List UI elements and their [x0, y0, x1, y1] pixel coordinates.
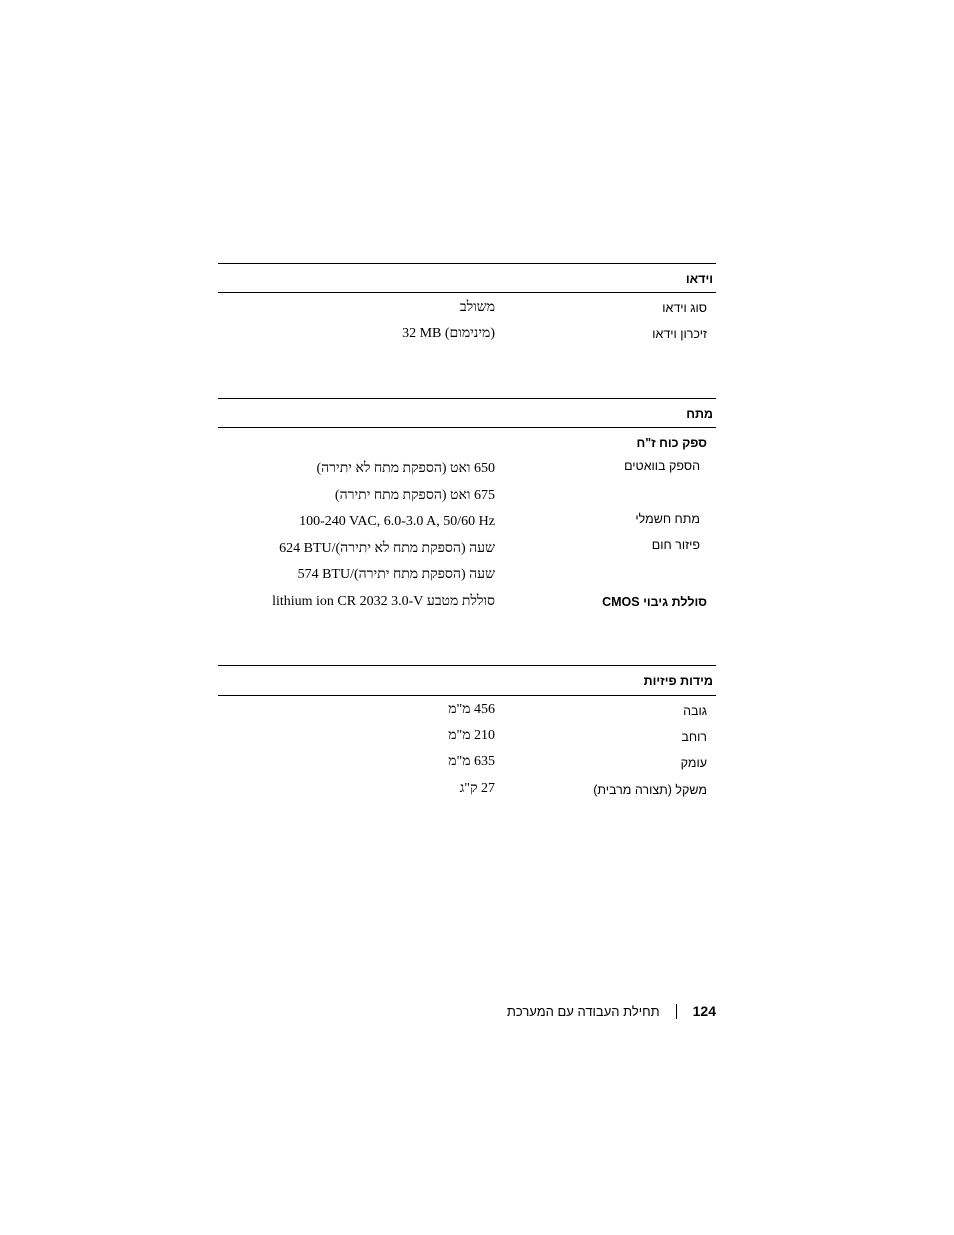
section-header-rule [218, 427, 716, 428]
width-label: רוחב [681, 730, 707, 744]
wattage-value-nonredundant: 650 ואט (הספקת מתח לא יתירה) [316, 461, 495, 476]
depth-label: עומק [680, 756, 707, 770]
footer-divider [676, 1004, 677, 1019]
depth-value: 635 מ"מ [448, 754, 495, 769]
heat-value-nonredundant: 624 BTU/שעה (הספקת מתח לא יתירה) [279, 541, 495, 556]
video-type-label: סוג וידאו [662, 301, 707, 315]
physical-section-title: מידות פיזיות [643, 674, 713, 688]
heat-dissipation-label: פיזור חום [651, 538, 700, 552]
section-top-rule [218, 665, 716, 666]
section-header-rule [218, 292, 716, 293]
video-memory-label: זיכרון וידאו [652, 327, 707, 341]
weight-value: 27 ק"ג [459, 781, 495, 796]
physical-section [218, 665, 716, 810]
power-supply-subheading: ספק כוח ז"ח [636, 436, 707, 450]
page-footer [507, 1000, 716, 1022]
video-section [218, 263, 716, 353]
power-section-title: מתח [686, 407, 713, 421]
page-number: 124 [692, 1003, 716, 1019]
height-value: 456 מ"מ [448, 702, 495, 717]
wattage-value-redundant: 675 ואט (הספקת מתח יתירה) [334, 488, 495, 503]
weight-label: משקל (תצורה מרבית) [593, 783, 707, 797]
footer-chapter-title: תחילת העבודה עם המערכת [506, 1003, 660, 1019]
wattage-label: הספק בוואטים [624, 459, 700, 473]
section-top-rule [218, 398, 716, 399]
section-header-rule [218, 695, 716, 696]
cmos-battery-label: סוללת גיבוי CMOS [602, 595, 707, 609]
video-memory-value: 32 MB (מינימום) [402, 326, 495, 341]
width-value: 210 מ"מ [448, 728, 495, 743]
voltage-label: מתח חשמלי [635, 512, 700, 526]
video-section-title: וידאו [685, 272, 713, 286]
power-section [218, 398, 716, 618]
voltage-value: 100-240 VAC, 6.0-3.0 A, 50/60 Hz [299, 514, 495, 529]
cmos-battery-value: סוללת מטבע lithium ion CR 2032 3.0-V [272, 594, 495, 609]
heat-value-redundant: 574 BTU/שעה (הספקת מתח יתירה) [297, 567, 495, 582]
height-label: גובה [683, 704, 707, 718]
section-top-rule [218, 263, 716, 264]
video-type-value: משולב [459, 300, 495, 315]
